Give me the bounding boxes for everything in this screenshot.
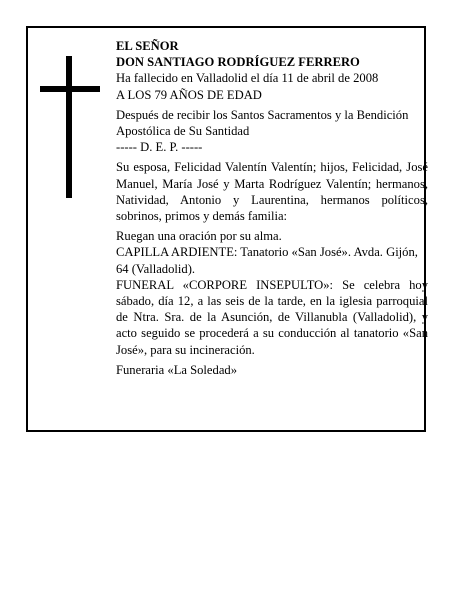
obituary-notice: [26, 26, 426, 432]
chapel-info: CAPILLA ARDIENTE: Tanatorio «San José». Avda. Gijón, 64 (Valladolid).: [116, 245, 418, 276]
cross-icon: [40, 56, 100, 198]
notice-title: EL SEÑOR: [116, 39, 179, 53]
cross-horizontal-bar: [40, 86, 100, 92]
family-statement: Su esposa, Felicidad Valentín Valentín; hijos, Felicidad, José Manuel, María José y Marta Rodríguez Valentín; hermanos, Natividad, Antonio y Laurentina, hermanos políticos, sobrinos, primos y demás familia:: [116, 160, 428, 224]
rip-line: ----- D. E. P. -----: [116, 140, 203, 155]
prayer-request: Ruegan una oración por su alma.: [116, 229, 282, 244]
funeral-info: FUNERAL «CORPORE INSEPULTO»: Se celebra hoy sábado, día 12, a las seis de la tarde, en la iglesia parroquial de Ntra. Sra. de la Asunción, de Villanubla (Valladolid), y acto seguido se procederá a su conducción al tanatorio «San José», para su incineración.: [116, 277, 428, 357]
death-statement: Ha fallecido en Valladolid el día 11 de abril de 2008: [116, 71, 379, 86]
age-statement: A LOS 79 AÑOS DE EDAD: [116, 87, 262, 102]
notice-body: [116, 38, 428, 378]
deceased-name: DON SANTIAGO RODRÍGUEZ FERRERO: [116, 55, 360, 70]
cross-vertical-bar: [66, 56, 72, 198]
funeral-home: Funeraria «La Soledad»: [116, 362, 237, 377]
sacraments-statement: Después de recibir los Santos Sacramentos y la Bendición Apostólica de Su Santidad: [116, 107, 409, 139]
